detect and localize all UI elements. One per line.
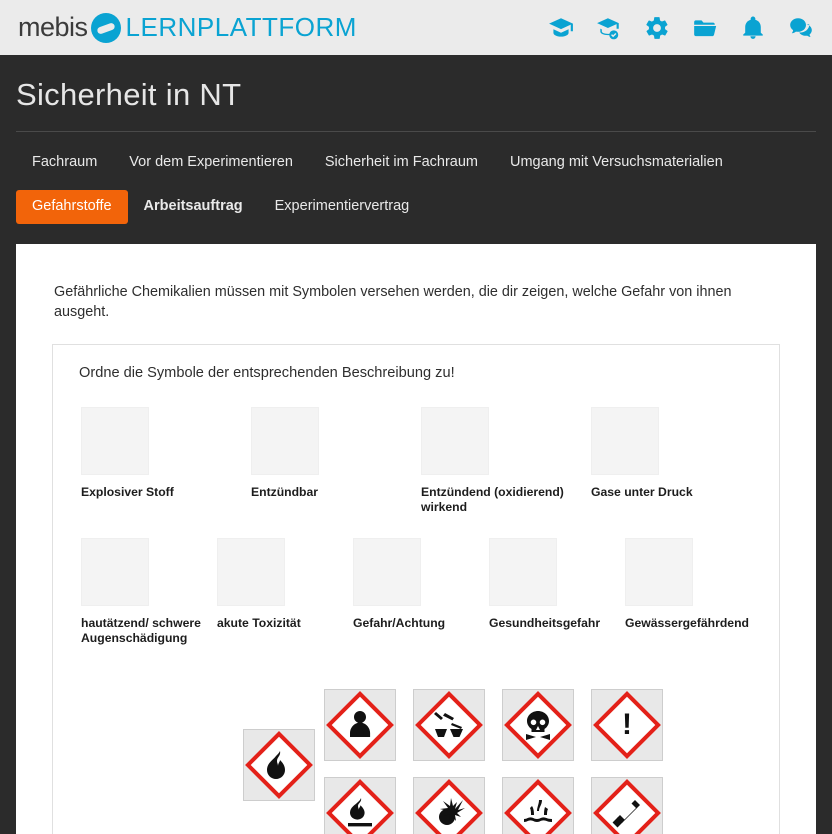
tab-umgang-mit-versuchsmaterialien[interactable]: Umgang mit Versuchsmaterialien [510, 154, 723, 170]
ghs-health-hazard-tile[interactable] [324, 689, 396, 761]
page-title: Sicherheit in NT [16, 77, 242, 112]
dropzone-entzuendbar[interactable] [251, 407, 421, 516]
exploding-bomb-icon [432, 796, 466, 830]
dropzone-target[interactable] [81, 538, 149, 606]
dropzone-target[interactable] [353, 538, 421, 606]
tab-vor-dem-experimentieren[interactable]: Vor dem Experimentieren [129, 154, 293, 170]
brand-name-secondary: LERNPLATTFORM [125, 12, 357, 42]
ghs-flammable-tile[interactable] [243, 729, 315, 801]
environment-icon [521, 796, 555, 830]
hazard-diamond [326, 779, 394, 834]
hazard-diamond [504, 691, 572, 759]
dropzone-label: hautätzend/ schwere Augenschädigung [81, 615, 201, 645]
tab-sicherheit-im-fachraum[interactable]: Sicherheit im Fachraum [324, 154, 478, 170]
dropzone-label: Entzündbar [251, 485, 319, 500]
corrosion-icon [432, 708, 466, 742]
dropzone-label: Gefahr/Achtung [353, 615, 446, 630]
top-icon-group [548, 15, 814, 41]
intro-text: Gefährliche Chemikalien müssen mit Symbolen versehen werden, die dir zeigen, welche Gefahr von ihnen ausgeht. [54, 283, 732, 321]
tab-row-primary [16, 146, 816, 180]
dropzone-target[interactable] [489, 538, 557, 606]
graduation-cap-icon[interactable] [548, 15, 574, 41]
hazard-diamond [245, 731, 313, 799]
folder-icon[interactable] [692, 15, 718, 41]
dropzone-label: Gase unter Druck [591, 485, 693, 500]
ghs-corrosive-tile[interactable] [413, 689, 485, 761]
dropzone-row-2 [81, 538, 761, 647]
dropzone-gefahr-achtung[interactable] [353, 538, 489, 647]
dropzone-target[interactable] [421, 407, 489, 475]
dropzone-row-1 [81, 407, 761, 516]
exclamation-icon: ! [622, 708, 632, 742]
dropzone-label: akute Toxizität [217, 615, 301, 630]
dropzone-label: Gewässergefährdend [625, 615, 749, 630]
section-tabs [16, 132, 816, 230]
draggable-tiles-area [71, 684, 761, 834]
dropzone-gase-unter-druck[interactable] [591, 407, 761, 516]
brand-name-primary: mebis [18, 12, 88, 42]
tab-arbeitsauftrag[interactable]: Arbeitsauftrag [143, 197, 243, 214]
hazard-diamond [326, 691, 394, 759]
dropzone-gesundheitsgefahr[interactable] [489, 538, 625, 647]
hazard-diamond [415, 691, 483, 759]
flame-icon [262, 748, 296, 782]
ghs-environment-tile[interactable] [502, 777, 574, 834]
dropzone-target[interactable] [251, 407, 319, 475]
dropzone-label: Entzündend (oxidierend) wirkend [421, 485, 564, 515]
tab-experimentiervertrag[interactable]: Experimentiervertrag [274, 197, 410, 214]
hazard-diamond [504, 779, 572, 834]
page-header [0, 55, 832, 230]
brand-logo[interactable] [18, 12, 357, 43]
drag-drop-activity [52, 344, 780, 834]
dropzone-label: Gesundheitsgefahr [489, 615, 601, 630]
content-card [16, 244, 816, 834]
dropzone-target[interactable] [625, 538, 693, 606]
ghs-acute-toxicity-tile[interactable] [502, 689, 574, 761]
mortarboard-badge-icon[interactable] [596, 15, 622, 41]
gas-cylinder-icon [610, 796, 644, 830]
dropzone-akute-toxizitaet[interactable] [217, 538, 353, 647]
dropzone-target[interactable] [81, 407, 149, 475]
ghs-explosive-tile[interactable] [413, 777, 485, 834]
dropzone-gewaessergefaehrdend[interactable] [625, 538, 761, 647]
dropzone-explosiver-stoff[interactable] [81, 407, 251, 516]
tab-gefahrstoffe[interactable]: Gefahrstoffe [16, 190, 128, 224]
hazard-diamond [593, 691, 661, 759]
chat-icon[interactable] [788, 15, 814, 41]
ghs-gas-cylinder-tile[interactable] [591, 777, 663, 834]
gear-icon[interactable] [644, 15, 670, 41]
hazard-diamond [415, 779, 483, 834]
health-hazard-icon [343, 708, 377, 742]
ghs-warning-tile[interactable] [591, 689, 663, 761]
flame-over-circle-icon [343, 796, 377, 830]
top-navigation-bar [0, 0, 832, 55]
bell-icon[interactable] [740, 15, 766, 41]
dropzone-hautaetzend[interactable] [81, 538, 217, 647]
tab-row-secondary [16, 190, 816, 224]
activity-instruction: Ordne die Symbole der entsprechenden Beschreibung zu! [79, 365, 455, 382]
hazard-diamond [593, 779, 661, 834]
dropzone-target[interactable] [591, 407, 659, 475]
skull-icon [521, 708, 555, 742]
tab-fachraum[interactable]: Fachraum [32, 154, 98, 170]
ghs-oxidizer-tile[interactable] [324, 777, 396, 834]
brand-swoosh-icon [91, 13, 121, 43]
dropzone-oxidierend[interactable] [421, 407, 591, 516]
dropzone-target[interactable] [217, 538, 285, 606]
dropzone-label: Explosiver Stoff [81, 485, 174, 500]
